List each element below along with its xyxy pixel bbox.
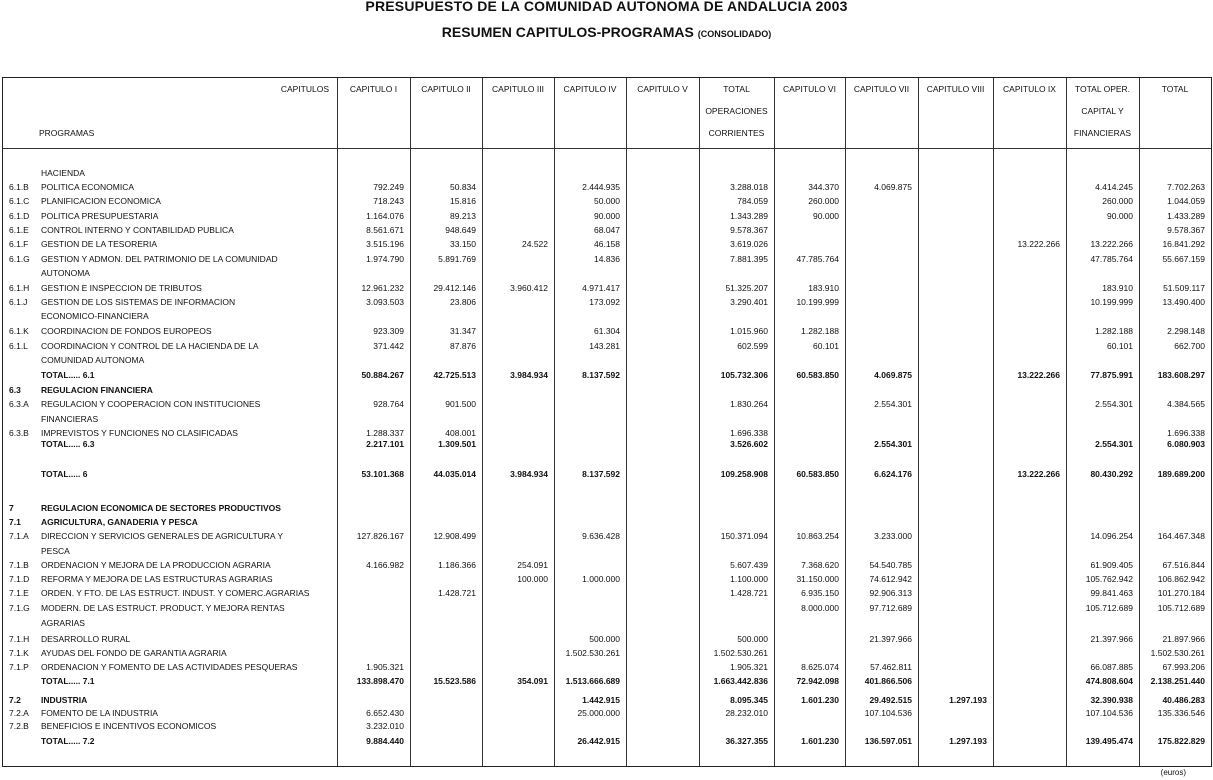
table-cell-value: 33.150 (450, 239, 476, 249)
column-header: CAPITULO II (421, 84, 471, 94)
table-cell-value: 2.554.301 (1095, 439, 1133, 449)
table-cell-value: 150.371.094 (720, 531, 768, 541)
table-cell-value: 189.689.200 (1157, 469, 1205, 479)
table-cell-value: 9.578.367 (730, 225, 768, 235)
table-cell-value: 47.785.764 (796, 254, 839, 264)
program-code: 6.1.C (9, 196, 30, 206)
row-heading: TOTAL..... 6.1 (41, 370, 95, 380)
table-cell-value: 2.554.301 (1095, 399, 1133, 409)
program-label: BENEFICIOS E INCENTIVOS ECONOMICOS (41, 721, 217, 731)
program-label: DESARROLLO RURAL (41, 634, 131, 644)
table-cell-value: 2.138.251.440 (1150, 676, 1205, 686)
table-cell-value: 26.442.915 (577, 736, 620, 746)
table-cell-value: 31.150.000 (796, 574, 839, 584)
program-code: 6.3.B (9, 428, 29, 438)
program-label: PESCA (41, 546, 70, 556)
program-code: 6.3.A (9, 399, 29, 409)
table-cell-value: 3.619.026 (730, 239, 768, 249)
row-heading: TOTAL..... 6 (41, 469, 88, 479)
table-cell-value: 6.624.176 (874, 469, 912, 479)
program-label: FOMENTO DE LA INDUSTRIA (41, 708, 158, 718)
table-cell-value: 1.186.366 (438, 560, 476, 570)
program-label: GESTION DE LA TESORERIA (41, 239, 158, 249)
table-cell-value: 21.897.966 (1162, 634, 1205, 644)
header-divider (3, 148, 1211, 149)
program-label: ORDENACION Y FOMENTO DE LAS ACTIVIDADES PESQUERAS (41, 662, 298, 672)
column-header: TOTAL OPER. (1074, 84, 1131, 94)
table-cell-value: 8.095.345 (730, 695, 768, 705)
program-code: 6.1.J (9, 297, 28, 307)
table-cell-value: 10.863.254 (796, 531, 839, 541)
table-cell-value: 31.347 (450, 326, 476, 336)
table-cell-value: 254.091 (517, 560, 548, 570)
row-heading: REGULACION FINANCIERA (41, 385, 153, 395)
table-cell-value: 948.649 (445, 225, 476, 235)
program-code: 7 (9, 503, 14, 513)
program-label: HACIENDA (41, 168, 85, 178)
table-cell-value: 50.000 (594, 196, 620, 206)
table-cell-value: 3.290.401 (730, 297, 768, 307)
table-cell-value: 718.243 (373, 196, 404, 206)
table-cell-value: 40.486.283 (1162, 695, 1205, 705)
table-cell-value: 260.000 (1102, 196, 1133, 206)
program-label: AYUDAS DEL FONDO DE GARANTIA AGRARIA (41, 648, 227, 658)
table-cell-value: 3.526.602 (730, 439, 768, 449)
table-cell-value: 1.297.193 (949, 695, 987, 705)
table-cell-value: 1.282.188 (801, 326, 839, 336)
table-cell-value: 92.906.313 (869, 588, 912, 598)
table-cell-value: 14.836 (594, 254, 620, 264)
program-code: 7.1 (9, 517, 21, 527)
report-title: PRESUPUESTO DE LA COMUNIDAD AUTONOMA DE ANDALUCIA 2003 (365, 0, 848, 14)
table-cell-value: 109.258.908 (720, 469, 768, 479)
table-cell-value: 16.841.292 (1162, 239, 1205, 249)
table-cell-value: 1.696.338 (1167, 428, 1205, 438)
table-cell-value: 602.599 (737, 341, 768, 351)
table-cell-value: 29.412.146 (433, 283, 476, 293)
program-label: COMUNIDAD AUTONOMA (41, 355, 145, 365)
column-header: CAPITAL Y (1081, 106, 1124, 116)
row-heading: REGULACION ECONOMICA DE SECTORES PRODUCTIVOS (41, 503, 281, 513)
header-programas: PROGRAMAS (39, 128, 95, 138)
program-code: 7.1.E (9, 588, 29, 598)
table-cell-value: 3.960.412 (510, 283, 548, 293)
row-heading: TOTAL..... 6.3 (41, 439, 95, 449)
table-cell-value: 6.080.903 (1167, 439, 1205, 449)
table-cell-value: 135.336.546 (1157, 708, 1205, 718)
table-cell-value: 50.884.267 (361, 370, 404, 380)
table-cell-value: 99.841.463 (1090, 588, 1133, 598)
program-code: 6.1.F (9, 239, 29, 249)
table-cell-value: 15.523.586 (433, 676, 476, 686)
table-cell-value: 53.101.368 (361, 469, 404, 479)
program-label: POLITICA PRESUPUESTARIA (41, 211, 159, 221)
table-cell-value: 371.442 (373, 341, 404, 351)
table-cell-value: 1.015.960 (730, 326, 768, 336)
table-cell-value: 3.232.010 (366, 721, 404, 731)
table-cell-value: 3.288.018 (730, 182, 768, 192)
row-heading: AGRICULTURA, GANADERIA Y PESCA (41, 517, 198, 527)
table-cell-value: 14.096.254 (1090, 531, 1133, 541)
table-cell-value: 67.993.206 (1162, 662, 1205, 672)
program-label: ECONOMICO-FINANCIERA (41, 311, 149, 321)
table-cell-value: 9.884.440 (366, 736, 404, 746)
table-cell-value: 1.433.289 (1167, 211, 1205, 221)
table-cell-value: 28.232.010 (725, 708, 768, 718)
table-cell-value: 8.137.592 (582, 469, 620, 479)
table-cell-value: 106.862.942 (1157, 574, 1205, 584)
table-cell-value: 101.270.184 (1157, 588, 1205, 598)
table-cell-value: 4.069.875 (874, 182, 912, 192)
table-cell-value: 100.000 (517, 574, 548, 584)
table-cell-value: 1.288.337 (366, 428, 404, 438)
program-code: 6.1.L (9, 341, 28, 351)
program-label: ORDENACION Y MEJORA DE LA PRODUCCION AGRARIA (41, 560, 271, 570)
table-cell-value: 1.502.530.261 (713, 648, 768, 658)
program-label: COORDINACION DE FONDOS EUROPEOS (41, 326, 212, 336)
table-cell-value: 901.500 (445, 399, 476, 409)
program-label: GESTION DE LOS SISTEMAS DE INFORMACION (41, 297, 236, 307)
table-cell-value: 90.000 (594, 211, 620, 221)
table-cell-value: 474.808.604 (1085, 676, 1133, 686)
table-cell-value: 1.282.188 (1095, 326, 1133, 336)
program-label: REGULACION Y COOPERACION CON INSTITUCIONES (41, 399, 261, 409)
table-cell-value: 55.667.159 (1162, 254, 1205, 264)
program-label: POLITICA ECONOMICA (41, 182, 135, 192)
table-cell-value: 80.430.292 (1090, 469, 1133, 479)
table-cell-value: 42.725.513 (433, 370, 476, 380)
table-cell-value: 21.397.966 (869, 634, 912, 644)
column-divider (482, 78, 483, 766)
table-cell-value: 1.502.530.261 (565, 648, 620, 658)
table-cell-value: 1.974.790 (366, 254, 404, 264)
table-cell-value: 23.806 (450, 297, 476, 307)
table-cell-value: 1.601.230 (801, 736, 839, 746)
table-cell-value: 47.785.764 (1090, 254, 1133, 264)
table-cell-value: 61.909.405 (1090, 560, 1133, 570)
program-label: DIRECCION Y SERVICIOS GENERALES DE AGRICULTURA Y (41, 531, 284, 541)
table-cell-value: 1.696.338 (730, 428, 768, 438)
table-cell-value: 4.971.417 (582, 283, 620, 293)
table-cell-value: 7.368.620 (801, 560, 839, 570)
table-cell-value: 60.583.850 (796, 469, 839, 479)
column-divider (918, 78, 919, 766)
table-cell-value: 1.502.530.261 (1150, 648, 1205, 658)
table-cell-value: 90.000 (813, 211, 839, 221)
budget-table (2, 77, 1212, 767)
table-cell-value: 72.942.098 (796, 676, 839, 686)
program-label: REFORMA Y MEJORA DE LAS ESTRUCTURAS AGRARIAS (41, 574, 273, 584)
table-cell-value: 7.881.395 (730, 254, 768, 264)
table-cell-value: 173.092 (589, 297, 620, 307)
program-code: 6.1.K (9, 326, 29, 336)
table-cell-value: 13.222.266 (1017, 469, 1060, 479)
table-cell-value: 1.164.076 (366, 211, 404, 221)
program-label: GESTION Y ADMON. DEL PATRIMONIO DE LA COMUNIDAD (41, 254, 278, 264)
table-cell-value: 183.910 (808, 283, 839, 293)
table-cell-value: 50.834 (450, 182, 476, 192)
table-cell-value: 51.325.207 (725, 283, 768, 293)
table-cell-value: 792.249 (373, 182, 404, 192)
subtitle-small: (CONSOLIDADO) (697, 29, 772, 39)
table-cell-value: 67.516.844 (1162, 560, 1205, 570)
table-cell-value: 2.217.101 (366, 439, 404, 449)
column-header: CAPITULO I (349, 84, 398, 94)
table-cell-value: 105.712.689 (1085, 603, 1133, 613)
program-label: AGRARIAS (41, 618, 85, 628)
table-cell-value: 9.636.428 (582, 531, 620, 541)
table-cell-value: 13.222.266 (1017, 239, 1060, 249)
table-cell-value: 500.000 (737, 634, 768, 644)
table-cell-value: 77.875.991 (1090, 370, 1133, 380)
table-cell-value: 143.281 (589, 341, 620, 351)
program-code: 7.1.B (9, 560, 29, 570)
program-label: COORDINACION Y CONTROL DE LA HACIENDA DE LA (41, 341, 259, 351)
table-cell-value: 4.166.982 (366, 560, 404, 570)
table-cell-value: 60.101 (813, 341, 839, 351)
table-cell-value: 1.601.230 (801, 695, 839, 705)
table-cell-value: 2.554.301 (874, 439, 912, 449)
subtitle-main: RESUMEN CAPITULOS-PROGRAMAS (441, 24, 694, 40)
program-code: 6.1.H (9, 283, 30, 293)
column-header: CAPITULO VIII (926, 84, 985, 94)
header-capitulos: CAPITULOS (280, 84, 329, 94)
table-cell-value: 3.984.934 (510, 370, 548, 380)
program-code: 7.1.K (9, 648, 29, 658)
table-cell-value: 662.700 (1174, 341, 1205, 351)
table-cell-value: 139.495.474 (1085, 736, 1133, 746)
table-cell-value: 1.309.501 (438, 439, 476, 449)
table-cell-value: 1.905.321 (366, 662, 404, 672)
column-header: CAPITULO V (637, 84, 688, 94)
table-cell-value: 46.158 (594, 239, 620, 249)
table-cell-value: 13.222.266 (1017, 370, 1060, 380)
column-header: CORRIENTES (708, 128, 765, 138)
table-cell-value: 24.522 (522, 239, 548, 249)
table-cell-value: 4.414.245 (1095, 182, 1133, 192)
program-code: 7.2.A (9, 708, 29, 718)
program-code: 6.1.G (9, 254, 30, 264)
table-cell-value: 10.199.999 (1090, 297, 1133, 307)
row-heading: INDUSTRIA (41, 695, 88, 705)
column-header: OPERACIONES (705, 106, 768, 116)
table-cell-value: 107.104.536 (1085, 708, 1133, 718)
program-code: 7.1.P (9, 662, 29, 672)
table-cell-value: 260.000 (808, 196, 839, 206)
table-cell-value: 61.304 (594, 326, 620, 336)
column-header: TOTAL (1161, 84, 1189, 94)
table-cell-value: 6.652.430 (366, 708, 404, 718)
table-cell-value: 1.513.666.689 (565, 676, 620, 686)
table-cell-value: 136.597.051 (864, 736, 912, 746)
table-cell-value: 4.069.875 (874, 370, 912, 380)
table-cell-value: 15.816 (450, 196, 476, 206)
table-cell-value: 57.462.811 (870, 662, 912, 672)
table-cell-value: 354.091 (517, 676, 548, 686)
table-cell-value: 5.891.769 (438, 254, 476, 264)
table-cell-value: 1.905.321 (730, 662, 768, 672)
column-header: CAPITULO VI (783, 84, 836, 94)
table-cell-value: 36.327.355 (725, 736, 768, 746)
table-cell-value: 2.444.935 (582, 182, 620, 192)
table-cell-value: 1.297.193 (949, 736, 987, 746)
table-cell-value: 21.397.966 (1090, 634, 1133, 644)
program-label: FINANCIERAS (41, 414, 99, 424)
row-heading: TOTAL..... 7.1 (41, 676, 95, 686)
program-code: 6.1.B (9, 182, 29, 192)
table-cell-value: 74.612.942 (869, 574, 912, 584)
table-cell-value: 3.093.503 (366, 297, 404, 307)
units-label: (euros) (1160, 768, 1186, 777)
table-cell-value: 60.583.850 (796, 370, 839, 380)
table-cell-value: 32.390.938 (1090, 695, 1133, 705)
column-divider (993, 78, 994, 766)
table-cell-value: 44.035.014 (433, 469, 476, 479)
program-code: 7.1.D (9, 574, 30, 584)
column-header: CAPITULO IV (563, 84, 617, 94)
program-label: AUTONOMA (41, 268, 90, 278)
table-cell-value: 29.492.515 (869, 695, 912, 705)
table-cell-value: 12.961.232 (361, 283, 404, 293)
table-cell-value: 1.442.915 (582, 695, 620, 705)
table-cell-value: 8.625.074 (801, 662, 839, 672)
table-cell-value: 97.712.689 (869, 603, 912, 613)
table-cell-value: 500.000 (589, 634, 620, 644)
table-cell-value: 1.663.442.836 (713, 676, 768, 686)
table-cell-value: 3.515.196 (366, 239, 404, 249)
table-cell-value: 105.732.306 (720, 370, 768, 380)
table-cell-value: 784.059 (737, 196, 768, 206)
table-cell-value: 8.000.000 (801, 603, 839, 613)
table-cell-value: 25.000.000 (577, 708, 620, 718)
table-cell-value: 1.428.721 (438, 588, 476, 598)
table-cell-value: 3.233.000 (874, 531, 912, 541)
table-cell-value: 13.222.266 (1090, 239, 1133, 249)
table-cell-value: 923.309 (373, 326, 404, 336)
table-cell-value: 4.384.565 (1167, 399, 1205, 409)
table-cell-value: 175.822.829 (1157, 736, 1205, 746)
program-code: 7.2 (9, 695, 21, 705)
table-cell-value: 54.540.785 (869, 560, 912, 570)
table-cell-value: 6.935.150 (801, 588, 839, 598)
table-cell-value: 183.608.297 (1157, 370, 1205, 380)
program-label: MODERN. DE LAS ESTRUCT. PRODUCT. Y MEJORA RENTAS (41, 603, 285, 613)
table-cell-value: 1.000.000 (582, 574, 620, 584)
column-header: FINANCIERAS (1073, 128, 1132, 138)
table-cell-value: 1.343.289 (730, 211, 768, 221)
program-label: ORDEN. Y FTO. DE LAS ESTRUCT. INDUST. Y COMERC.AGRARIAS (41, 588, 310, 598)
program-code: 7.1.H (9, 634, 30, 644)
column-header: CAPITULO VII (853, 84, 910, 94)
program-code: 7.1.A (9, 531, 29, 541)
table-cell-value: 183.910 (1102, 283, 1133, 293)
program-code: 6.1.E (9, 225, 29, 235)
table-cell-value: 408.001 (445, 428, 476, 438)
table-cell-value: 1.428.721 (730, 588, 768, 598)
column-header: CAPITULO IX (1003, 84, 1056, 94)
table-cell-value: 1.830.264 (730, 399, 768, 409)
table-cell-value: 8.137.592 (582, 370, 620, 380)
table-cell-value: 164.467.348 (1157, 531, 1205, 541)
table-cell-value: 13.490.400 (1162, 297, 1205, 307)
table-cell-value: 928.764 (373, 399, 404, 409)
table-cell-value: 8.561.671 (366, 225, 404, 235)
program-label: PLANIFICACION ECONOMICA (41, 196, 161, 206)
program-label: IMPREVISTOS Y FUNCIONES NO CLASIFICADAS (41, 428, 238, 438)
table-cell-value: 68.047 (594, 225, 620, 235)
program-label: CONTROL INTERNO Y CONTABILIDAD PUBLICA (41, 225, 234, 235)
column-divider (626, 78, 627, 766)
column-header: CAPITULO III (492, 84, 544, 94)
table-cell-value: 107.104.536 (864, 708, 912, 718)
column-header: TOTAL (723, 84, 750, 94)
table-cell-value: 87.876 (450, 341, 476, 351)
table-cell-value: 9.578.367 (1167, 225, 1205, 235)
program-code: 7.2.B (9, 721, 29, 731)
table-cell-value: 89.213 (450, 211, 476, 221)
table-cell-value: 10.199.999 (796, 297, 839, 307)
table-cell-value: 51.509.117 (1163, 283, 1205, 293)
program-label: GESTION E INSPECCION DE TRIBUTOS (41, 283, 202, 293)
table-cell-value: 66.087.885 (1090, 662, 1133, 672)
program-code: 7.1.G (9, 603, 30, 613)
table-cell-value: 105.712.689 (1157, 603, 1205, 613)
table-cell-value: 12.908.499 (433, 531, 476, 541)
table-cell-value: 2.298.148 (1167, 326, 1205, 336)
table-cell-value: 133.898.470 (356, 676, 404, 686)
program-code: 6.1.D (9, 211, 30, 221)
table-cell-value: 60.101 (1107, 341, 1133, 351)
table-cell-value: 7.702.263 (1167, 182, 1205, 192)
report-subtitle (0, 24, 1213, 40)
table-cell-value: 105.762.942 (1085, 574, 1133, 584)
table-cell-value: 127.826.167 (356, 531, 404, 541)
program-code: 6.3 (9, 385, 21, 395)
table-cell-value: 1.100.000 (730, 574, 768, 584)
table-cell-value: 3.984.934 (510, 469, 548, 479)
row-heading: TOTAL..... 7.2 (41, 736, 95, 746)
table-cell-value: 5.607.439 (730, 560, 768, 570)
table-cell-value: 401.866.506 (864, 676, 912, 686)
table-cell-value: 2.554.301 (874, 399, 912, 409)
table-cell-value: 344.370 (808, 182, 839, 192)
table-cell-value: 1.044.059 (1167, 196, 1205, 206)
table-cell-value: 90.000 (1107, 211, 1133, 221)
